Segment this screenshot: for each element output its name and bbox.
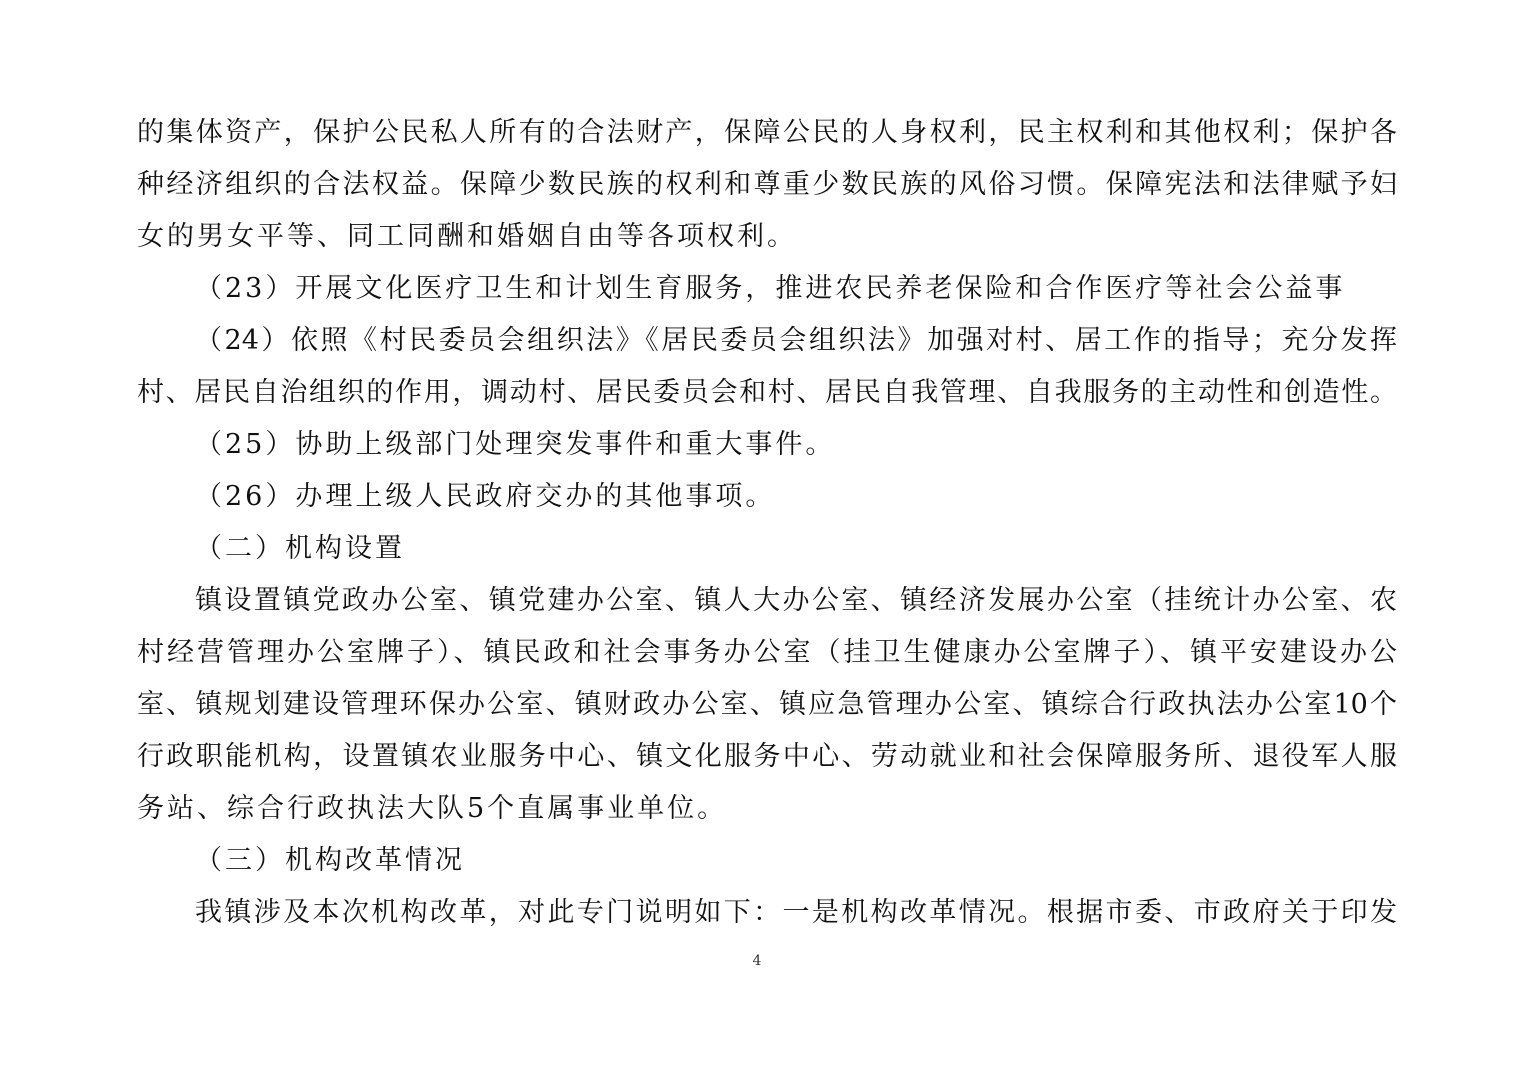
- text-line: 村经营管理办公室牌子）、镇民政和社会事务办公室（挂卫生健康办公室牌子）、镇平安建设办公: [137, 637, 1397, 668]
- section-heading-reform: [137, 835, 1397, 887]
- section-heading-institution-setup: [137, 523, 1397, 575]
- text-line: 室、镇规划建设管理环保办公室、镇财政办公室、镇应急管理办公室、镇综合行政执法办公室10个: [137, 689, 1397, 720]
- text-line: 行政职能机构，设置镇农业服务中心、镇文化服务中心、劳动就业和社会保障服务所、退役军人服: [137, 741, 1397, 772]
- text-line: （24）依照《村民委员会组织法》《居民委员会组织法》加强对村、居工作的指导；充分发挥: [195, 325, 1397, 356]
- page-number: 4: [752, 953, 762, 969]
- paragraph-item-23: [137, 263, 1397, 315]
- paragraph-item-26: [137, 471, 1397, 523]
- heading-line: （三）机构改革情况: [195, 845, 465, 876]
- paragraph-item-25: [137, 419, 1397, 471]
- paragraph-item-24: [137, 315, 1397, 419]
- text-line: （23）开展文化医疗卫生和计划生育服务，推进农民养老保险和合作医疗等社会公益事: [195, 273, 1346, 304]
- text-line: 镇设置镇党政办公室、镇党建办公室、镇人大办公室、镇经济发展办公室（挂统计办公室、农: [195, 585, 1397, 616]
- text-line: 女的男女平等、同工同酬和婚姻自由等各项权利。: [137, 221, 797, 252]
- heading-line: （二）机构设置: [195, 533, 405, 564]
- text-line: （25）协助上级部门处理突发事件和重大事件。: [195, 429, 836, 460]
- text-line: 种经济组织的合法权益。保障少数民族的权利和尊重少数民族的风俗习惯。保障宪法和法律赋予妇: [137, 169, 1397, 200]
- text-line: 务站、综合行政执法大队5个直属事业单位。: [137, 793, 728, 824]
- paragraph-reform: [137, 887, 1397, 939]
- paragraph-institution-setup: [137, 575, 1397, 835]
- text-line: 村、居民自治组织的作用，调动村、居民委员会和村、居民自我管理、自我服务的主动性和创造性。: [137, 377, 1397, 408]
- text-line: 的集体资产，保护公民私人所有的合法财产，保障公民的人身权利，民主权利和其他权利；保护各: [137, 117, 1397, 148]
- text-line: （26）办理上级人民政府交办的其他事项。: [195, 481, 776, 512]
- document-body: [137, 107, 1397, 939]
- text-line: 我镇涉及本次机构改革，对此专门说明如下：一是机构改革情况。根据市委、市政府关于印发: [195, 897, 1397, 928]
- paragraph-continuation: [137, 107, 1397, 263]
